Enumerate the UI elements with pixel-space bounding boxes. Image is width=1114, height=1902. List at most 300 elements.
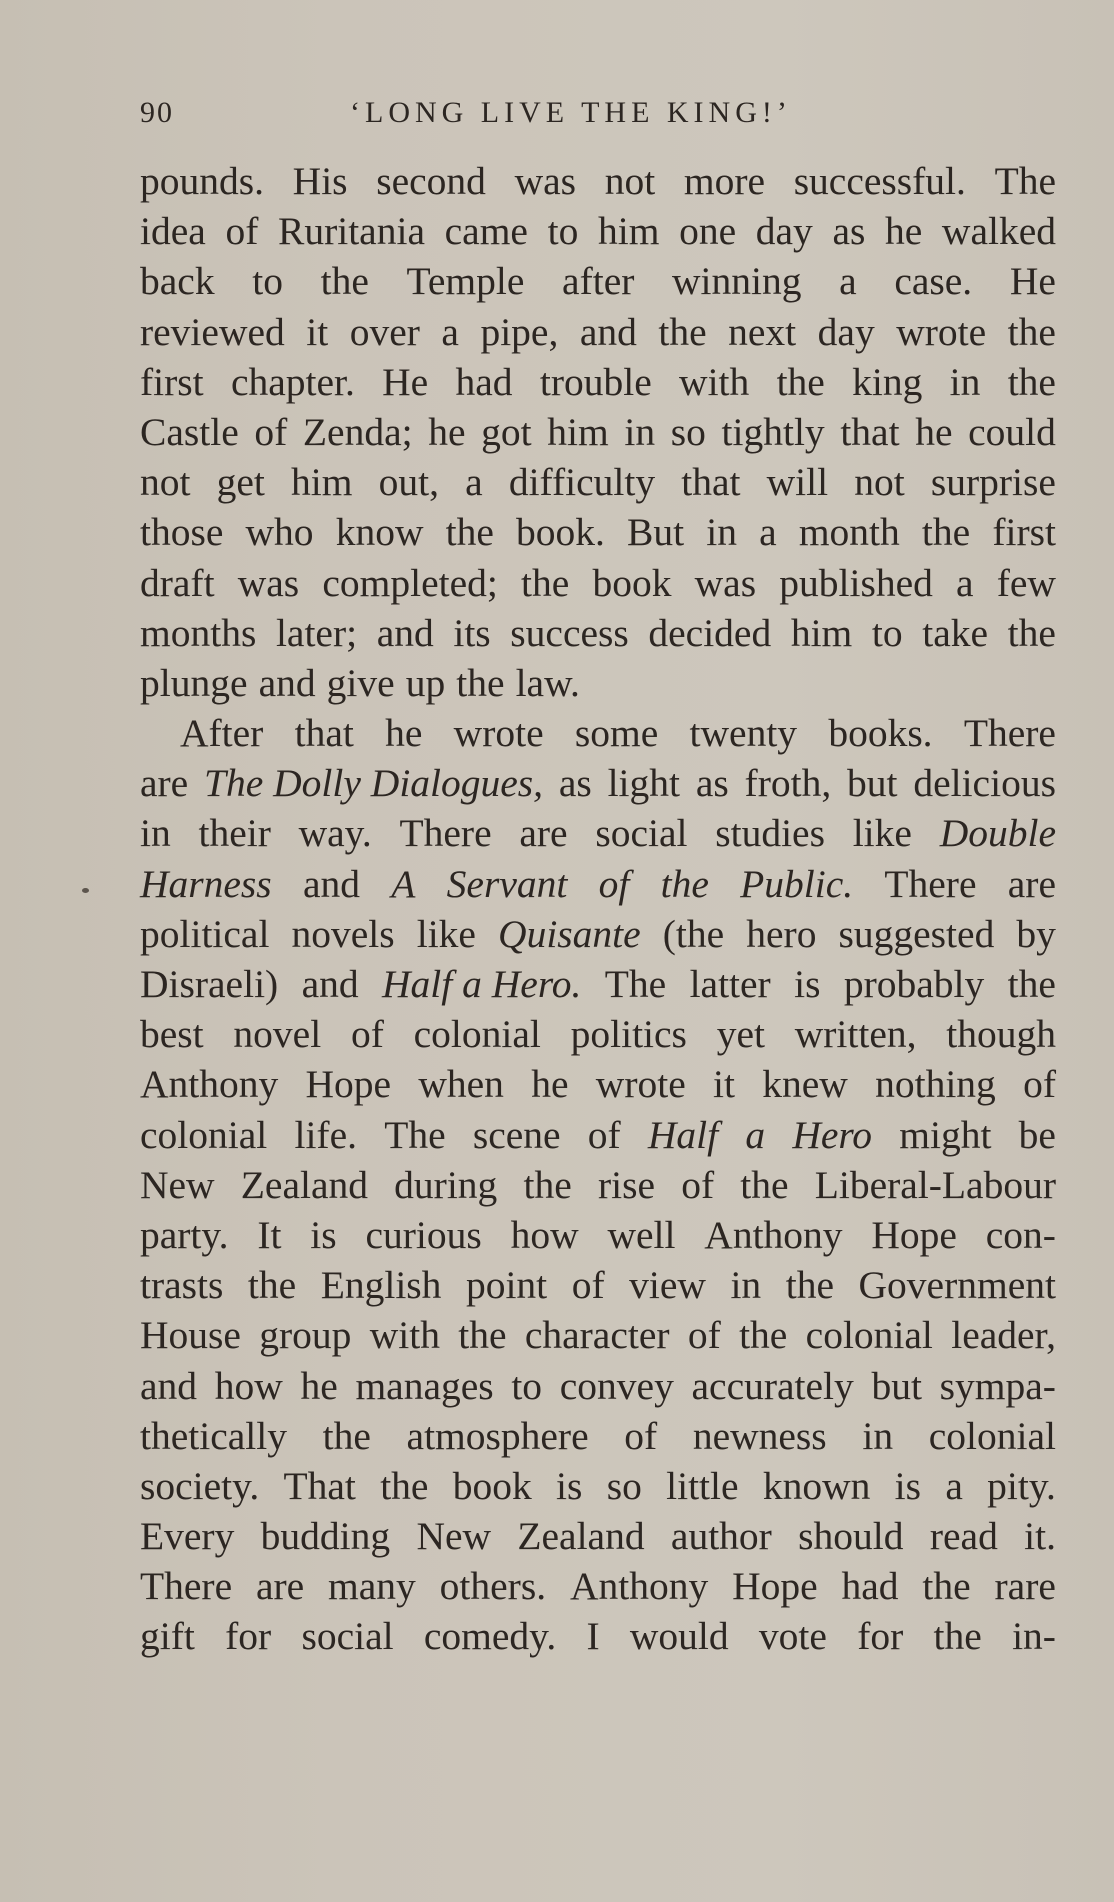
word: (the [662,911,725,956]
margin-speck [82,888,89,893]
word: suggested [838,911,995,956]
word: the [1007,309,1056,354]
word: book. [516,510,605,555]
word: who [245,510,314,555]
text-line [140,206,1056,256]
word: got [481,409,532,454]
word: accurately [691,1363,854,1408]
word: in [140,811,171,856]
word: difficulty [508,460,656,505]
word: to [547,209,579,254]
italic-word: of [598,861,630,906]
word: of [681,1162,715,1207]
word: froth, [744,761,832,806]
word: a [465,460,483,505]
word: in [706,510,737,555]
word: curious [365,1212,482,1257]
word: colonial [140,1112,268,1157]
word: vote [758,1614,827,1659]
text-line [140,959,1056,1009]
italic-word: A [391,861,416,906]
word: with [679,359,750,404]
text-line [140,1160,1056,1210]
word: rise [597,1162,655,1207]
word: That [283,1463,356,1508]
page-number: 90 [140,96,174,129]
word: the [521,560,570,605]
word: Temple [406,259,525,304]
word: There [140,1564,233,1609]
word: studies [715,811,825,856]
word: take [922,610,989,655]
word: are [140,761,189,806]
word: how [510,1212,579,1257]
word: not [854,460,905,505]
word: successful. [793,159,966,203]
word: case. [894,259,973,304]
word: is [310,1212,337,1257]
text-line [140,507,1056,557]
word: pipe, [480,309,559,354]
word: social [595,811,688,856]
text-line [140,1059,1056,1109]
italic-word: Public. [740,861,854,906]
word: surprise [930,460,1056,505]
word: nothing [875,1062,996,1107]
word: a [945,1463,963,1508]
word: the [380,1463,429,1508]
word: and [258,660,316,705]
word: as [695,761,729,806]
word: came [444,209,528,254]
word: him [291,460,353,505]
word: those [140,510,224,555]
word: he [385,711,423,756]
word: light [607,761,681,806]
word: delicious [913,761,1056,806]
word: is [794,962,821,1006]
word: him [547,409,609,454]
word: knew [762,1062,848,1107]
text-line [140,1611,1056,1661]
word: and [302,861,360,906]
word: The [384,1112,446,1157]
word: pity. [987,1463,1056,1508]
word: to [511,1363,543,1408]
word: few [996,560,1056,605]
word: Zealand [517,1514,645,1559]
text-line [140,256,1056,306]
word: the [921,510,971,555]
text-line [140,407,1056,457]
word: was [694,560,757,605]
word: others. [439,1564,547,1609]
word: yet [716,1012,765,1057]
word: view [629,1263,706,1308]
text-line [140,307,1056,357]
word: one [679,209,737,254]
text-line [140,658,1056,708]
word: winning [672,259,802,304]
word: like [416,911,476,956]
word: author [670,1514,772,1559]
word: book [592,560,672,605]
word: the [739,1313,788,1358]
word: leader, [951,1313,1056,1358]
italic-word: Half [647,1112,719,1157]
word: it [713,1062,735,1107]
text-line [140,1009,1056,1059]
word: twenty [689,711,798,756]
word: many [328,1564,416,1609]
word: I [586,1614,600,1659]
word: he [884,209,923,254]
word: out, [378,460,439,505]
word: colonial [805,1313,933,1358]
word: reviewed [140,309,285,354]
page-header [140,86,1056,136]
text-line [140,558,1056,608]
word: well [607,1212,676,1257]
word: the [1007,962,1056,1006]
word: The [604,962,667,1006]
word: first [140,359,204,404]
word: day [755,209,813,254]
word: the [658,309,707,354]
word: the [933,1614,982,1659]
word: He [1009,259,1056,304]
word: to [871,610,903,655]
word: the [1007,610,1056,655]
word: a [839,259,857,304]
word: month [798,510,900,555]
word: when [418,1062,504,1107]
word: idea [140,209,206,254]
word: probably [843,962,985,1006]
word: more [683,159,766,203]
text-line [140,859,1056,909]
word: but [847,761,898,806]
word: as [558,761,592,806]
word: the [523,1162,572,1207]
word: Disraeli) [140,962,279,1006]
word: written, [794,1012,917,1057]
word: But [627,510,685,555]
text-line [140,708,1056,758]
word: it. [1024,1514,1056,1559]
word: get [216,460,265,505]
italic-word: Harness [140,861,272,906]
word: Liberal-Labour [814,1162,1056,1207]
word: novel [233,1012,322,1057]
word: and [140,1363,198,1408]
word: could [968,409,1056,454]
word: wrote [453,711,544,756]
word: point [465,1263,548,1308]
word: wrote [896,309,987,354]
word: though [946,1012,1056,1057]
word: to [252,259,283,304]
word: Anthony [140,1062,279,1107]
word: gift [140,1614,195,1659]
word: hero [746,911,817,956]
word: that [294,711,354,756]
word: first [992,510,1056,555]
word: it [306,309,329,354]
word: group [259,1313,352,1358]
word: of [687,1313,721,1358]
text-line [140,909,1056,959]
word: novels [291,911,395,956]
word: might [899,1112,992,1157]
word: will [766,460,829,505]
text-line [140,457,1056,507]
word: a [956,560,974,605]
word: draft [140,560,215,605]
word: should [798,1514,904,1559]
italic-word: The Dolly Dialogues, [204,761,544,806]
word: for [857,1614,904,1659]
word: thetically [140,1413,287,1458]
word: the [776,359,825,404]
word: by [1016,911,1056,956]
italic-word: a [745,1112,766,1157]
word: chapter. [230,359,355,404]
word: the [922,1564,971,1609]
word: Ruritania [277,209,425,254]
word: read [929,1514,998,1559]
word: way. [298,811,372,856]
word: that [681,460,741,505]
word: next [728,309,797,354]
word: pounds. [140,159,264,203]
word: up [405,660,446,705]
word: a [441,309,459,354]
word: There [884,861,977,906]
italic-word: Servant [446,861,568,906]
word: politics [570,1012,687,1057]
word: second [376,159,486,203]
word: is [894,1463,922,1508]
word: how [214,1363,283,1408]
word: known [762,1463,871,1508]
word: so [606,1463,642,1508]
italic-word: Hero [792,1112,873,1157]
word: of [571,1263,605,1308]
word: political [140,911,270,956]
word: He [382,359,429,404]
word: Castle [140,409,239,454]
word: months [140,610,257,655]
word: plunge [140,660,248,705]
text-line [140,156,1056,206]
text-line [140,1110,1056,1160]
word: a [759,510,777,555]
word: in [862,1413,894,1458]
word: published [779,560,933,605]
italic-word: the [660,861,709,906]
word: There [399,811,492,856]
word: completed; [322,560,498,605]
word: Hope [732,1564,818,1609]
word: of [225,209,259,254]
word: Hope [305,1062,392,1107]
word: the [322,1413,371,1458]
word: are [1007,861,1056,906]
word: after [562,259,635,304]
word: manages [355,1363,494,1408]
text-line [140,1561,1056,1611]
word: of [587,1112,621,1157]
word: the [247,1263,297,1308]
word: tightly [721,409,825,454]
word: Government [858,1263,1056,1308]
word: latter [689,962,771,1006]
word: the [445,510,494,555]
word: comedy. [423,1614,557,1659]
word: but [871,1363,922,1408]
text-line [140,758,1056,808]
word: Zealand [240,1162,368,1207]
word: had [455,359,513,404]
word: he [300,1363,338,1408]
word: in [624,409,656,454]
word: the [1007,359,1056,404]
italic-word: Half a Hero. [382,962,582,1006]
word: best [140,1012,204,1057]
word: not [140,460,191,505]
word: he [915,409,953,454]
text-line [140,357,1056,407]
word: newness [692,1413,827,1458]
word: of [624,1413,658,1458]
word: wrote [595,1062,686,1107]
word: its [453,610,491,655]
word: budding [260,1514,391,1559]
word: of [1023,1062,1056,1107]
word: social [301,1614,394,1659]
word: convey [559,1363,674,1408]
word: New [416,1514,492,1559]
running-head: ‘LONG LIVE THE KING!’ [350,96,792,129]
italic-word: Quisante [498,911,641,956]
word: him [790,610,853,655]
word: so [670,409,706,454]
word: not [604,159,656,203]
word: society. [140,1463,260,1508]
word: There [963,711,1056,756]
word: character [524,1313,670,1358]
word: Zenda; [302,409,413,454]
word: of [350,1012,384,1057]
word: and [301,962,359,1006]
word: like [852,811,912,856]
word: House [140,1313,241,1358]
word: be [1018,1112,1056,1157]
word: His [292,159,348,203]
word: rare [994,1564,1056,1609]
word: trouble [539,359,652,404]
word: he [428,409,466,454]
word: law. [515,660,580,705]
word: that [840,409,900,454]
word: king [852,359,923,404]
text-line [140,1210,1056,1260]
word: Hope [871,1212,957,1257]
word: give [326,660,395,705]
word: are [519,811,568,856]
word: in- [1012,1614,1056,1659]
word: him [597,209,660,254]
word: their [198,811,271,856]
word: back [140,259,215,304]
word: of [254,409,288,454]
text-line [140,1511,1056,1561]
text-line [140,1411,1056,1461]
word: colonial [413,1012,541,1057]
text-line [140,1461,1056,1511]
word: would [629,1614,729,1659]
word: English [320,1263,442,1308]
text-line [140,608,1056,658]
word: the [456,660,505,705]
word: Anthony [569,1564,709,1609]
word: the [785,1263,834,1308]
word: as [832,209,866,254]
word: It [257,1212,282,1257]
italic-word: Double [939,811,1056,856]
word: over [349,309,420,354]
word: little [666,1463,739,1508]
word: during [394,1162,498,1207]
word: con- [985,1212,1056,1257]
word: later; [275,610,358,655]
word: success [510,610,629,655]
word: he [531,1062,569,1107]
word: for [225,1614,272,1659]
word: had [841,1564,899,1609]
word: sympa- [939,1363,1056,1408]
word: decided [648,610,772,655]
word: trasts [140,1263,224,1308]
word: in [949,359,981,404]
text-line [140,1361,1056,1411]
word: After [180,711,264,756]
word: the [458,1313,507,1358]
word: colonial [928,1413,1056,1458]
word: with [369,1313,440,1358]
word: The [994,159,1056,203]
word: scene [472,1112,561,1157]
word: in [730,1263,762,1308]
text-line [140,1260,1056,1310]
word: Every [140,1514,235,1559]
word: atmosphere [406,1413,589,1458]
word: Anthony [704,1212,843,1257]
word: some [574,711,659,756]
word: and [579,309,637,354]
word: the [740,1162,789,1207]
text-line [140,808,1056,858]
word: was [237,560,300,605]
word: is [556,1463,583,1508]
body-text [140,156,1056,1662]
word: walked [941,209,1056,254]
word: party. [140,1212,229,1257]
word: are [255,1564,305,1609]
word: books. [828,711,933,756]
word: was [514,159,577,203]
